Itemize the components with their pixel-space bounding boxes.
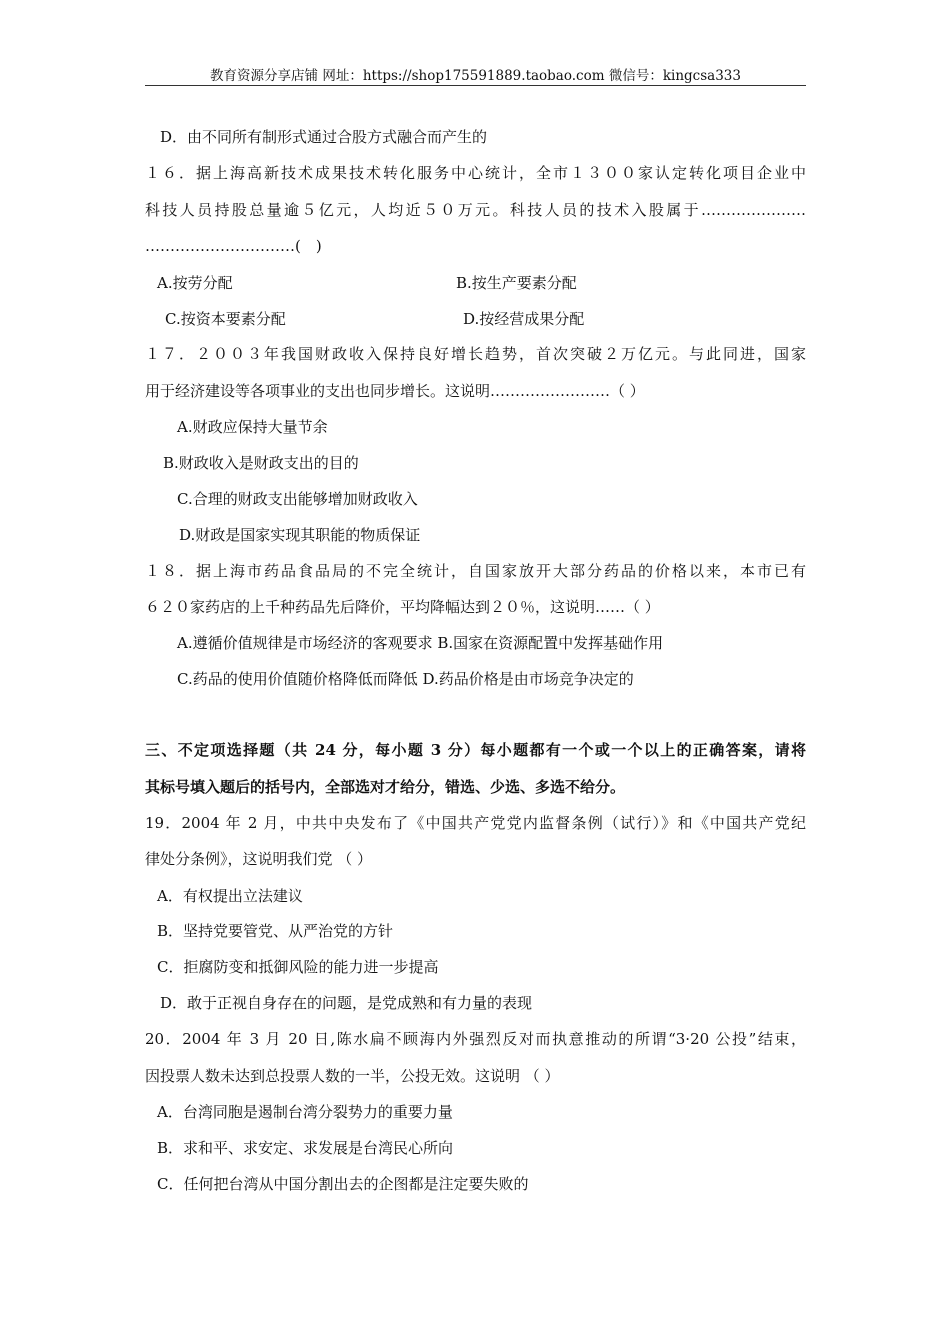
q19-option-c: C．拒腐防变和抵御风险的能力进一步提高 (157, 958, 439, 976)
q17-stem-line-1: １７．２００３年我国财政收入保持良好增长趋势，首次突破２万亿元。与此同进，国家 (145, 345, 806, 363)
header-divider (145, 85, 806, 86)
q16-option-d: D.按经营成果分配 (463, 310, 585, 328)
q19-option-a: A．有权提出立法建议 (157, 887, 303, 905)
page-header: 教育资源分享店铺 网址：https://shop175591889.taobao.com 微信号：kingcsa333 (210, 68, 741, 84)
q16-stem-line-3: …………………………( ) (145, 237, 322, 255)
q15-option-d: D．由不同所有制形式通过合股方式融合而产生的 (160, 128, 488, 146)
q16-option-a: A.按劳分配 (157, 274, 233, 292)
q18-stem-line-2: ６２０家药店的上千种药品先后降价，平均降幅达到２０％，这说明……（ ） (145, 598, 660, 616)
q18-stem-line-1: １８．据上海市药品食品局的不完全统计，自国家放开大部分药品的价格以来，本市已有 (145, 562, 806, 580)
q17-option-d: D.财政是国家实现其职能的物质保证 (179, 526, 421, 544)
section3-heading-line-2: 其标号填入题后的括号内，全部选对才给分，错选、少选、多选不给分。 (145, 778, 626, 796)
q19-stem-line-2: 律处分条例》，这说明我们党 （ ） (145, 850, 373, 868)
q19-option-b: B．坚持党要管党、从严治党的方针 (157, 922, 394, 940)
q17-option-b: B.财政收入是财政支出的目的 (163, 454, 359, 472)
q16-option-b: B.按生产要素分配 (456, 274, 577, 292)
q16-option-c: C.按资本要素分配 (165, 310, 286, 328)
q19-option-d: D．敢于正视自身存在的问题，是党成熟和有力量的表现 (160, 994, 533, 1012)
q20-stem-line-2: 因投票人数未达到总投票人数的一半，公投无效。这说明 （ ） (145, 1067, 560, 1085)
q18-options-ab: A.遵循价值规律是市场经济的客观要求 B.国家在资源配置中发挥基础作用 (177, 634, 664, 652)
q16-stem-line-2: 科技人员持股总量逾５亿元，人均近５０万元。科技人员的技术入股属于………………… (145, 201, 806, 219)
q20-option-a: A．台湾同胞是遏制台湾分裂势力的重要力量 (157, 1103, 453, 1121)
q16-stem-line-1: １６．据上海高新技术成果技术转化服务中心统计，全市１３００家认定转化项目企业中 (145, 164, 806, 182)
section3-heading-line-1: 三、不定项选择题（共 24 分，每小题 3 分）每小题都有一个或一个以上的正确答案，请将 (145, 741, 806, 759)
q18-options-cd: C.药品的使用价值随价格降低而降低 D.药品价格是由市场竞争决定的 (177, 670, 634, 688)
q17-option-a: A.财政应保持大量节余 (177, 418, 328, 436)
q20-option-c: C．任何把台湾从中国分割出去的企图都是注定要失败的 (157, 1175, 529, 1193)
q17-option-c: C.合理的财政支出能够增加财政收入 (177, 490, 418, 508)
q17-stem-line-2: 用于经济建设等各项事业的支出也同步增长。这说明……………………（ ） (145, 382, 645, 400)
q20-option-b: B．求和平、求安定、求发展是台湾民心所向 (157, 1139, 454, 1157)
q20-stem-line-1: 20．2004 年 3 月 20 日,陈水扁不顾海内外强烈反对而执意推动的所谓“3·20 公投”结束， (145, 1030, 806, 1048)
q19-stem-line-1: 19．2004 年 2 月，中共中央发布了《中国共产党党内监督条例（试行）》和《中国共产党纪 (145, 814, 806, 832)
